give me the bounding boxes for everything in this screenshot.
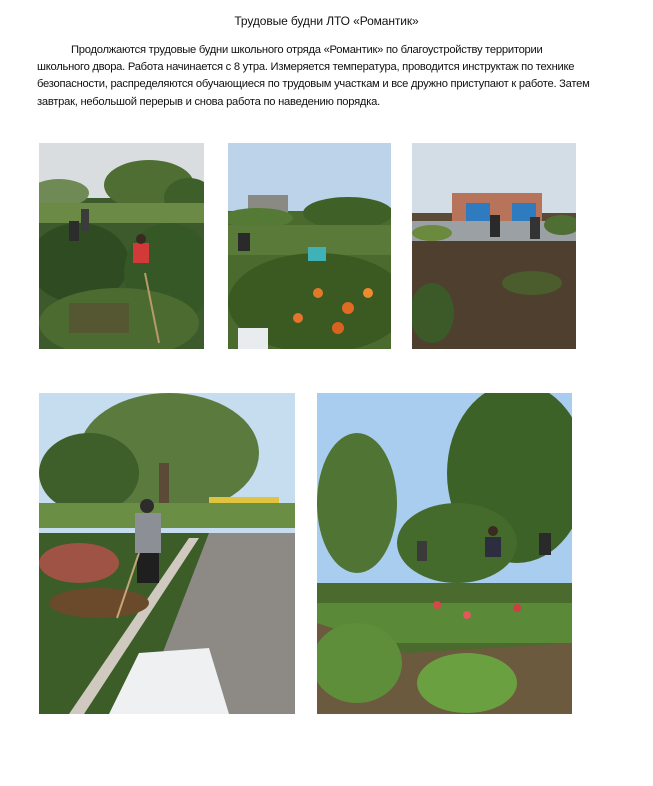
photo-boy-with-hoe bbox=[39, 393, 295, 714]
photo-garden-work-2 bbox=[228, 143, 391, 349]
document-title: Трудовые будни ЛТО «Романтик» bbox=[234, 14, 419, 28]
document-paragraph: Продолжаются трудовые будни школьного отряда «Романтик» по благоустройству территории школьного двора. Работа начинается с 8 утра. Измеряется температура, проводится инструктаж по технике безопасности, распределяются обучающиеся по трудовым участкам и все дружно приступают к работе. Затем завтрак, небольшой перерыв и снова работа по наведению порядка. bbox=[37, 44, 590, 108]
photo-yard-shed bbox=[412, 143, 576, 349]
photo-garden-work-1 bbox=[39, 143, 204, 349]
photo-students-hoeing bbox=[317, 393, 572, 714]
